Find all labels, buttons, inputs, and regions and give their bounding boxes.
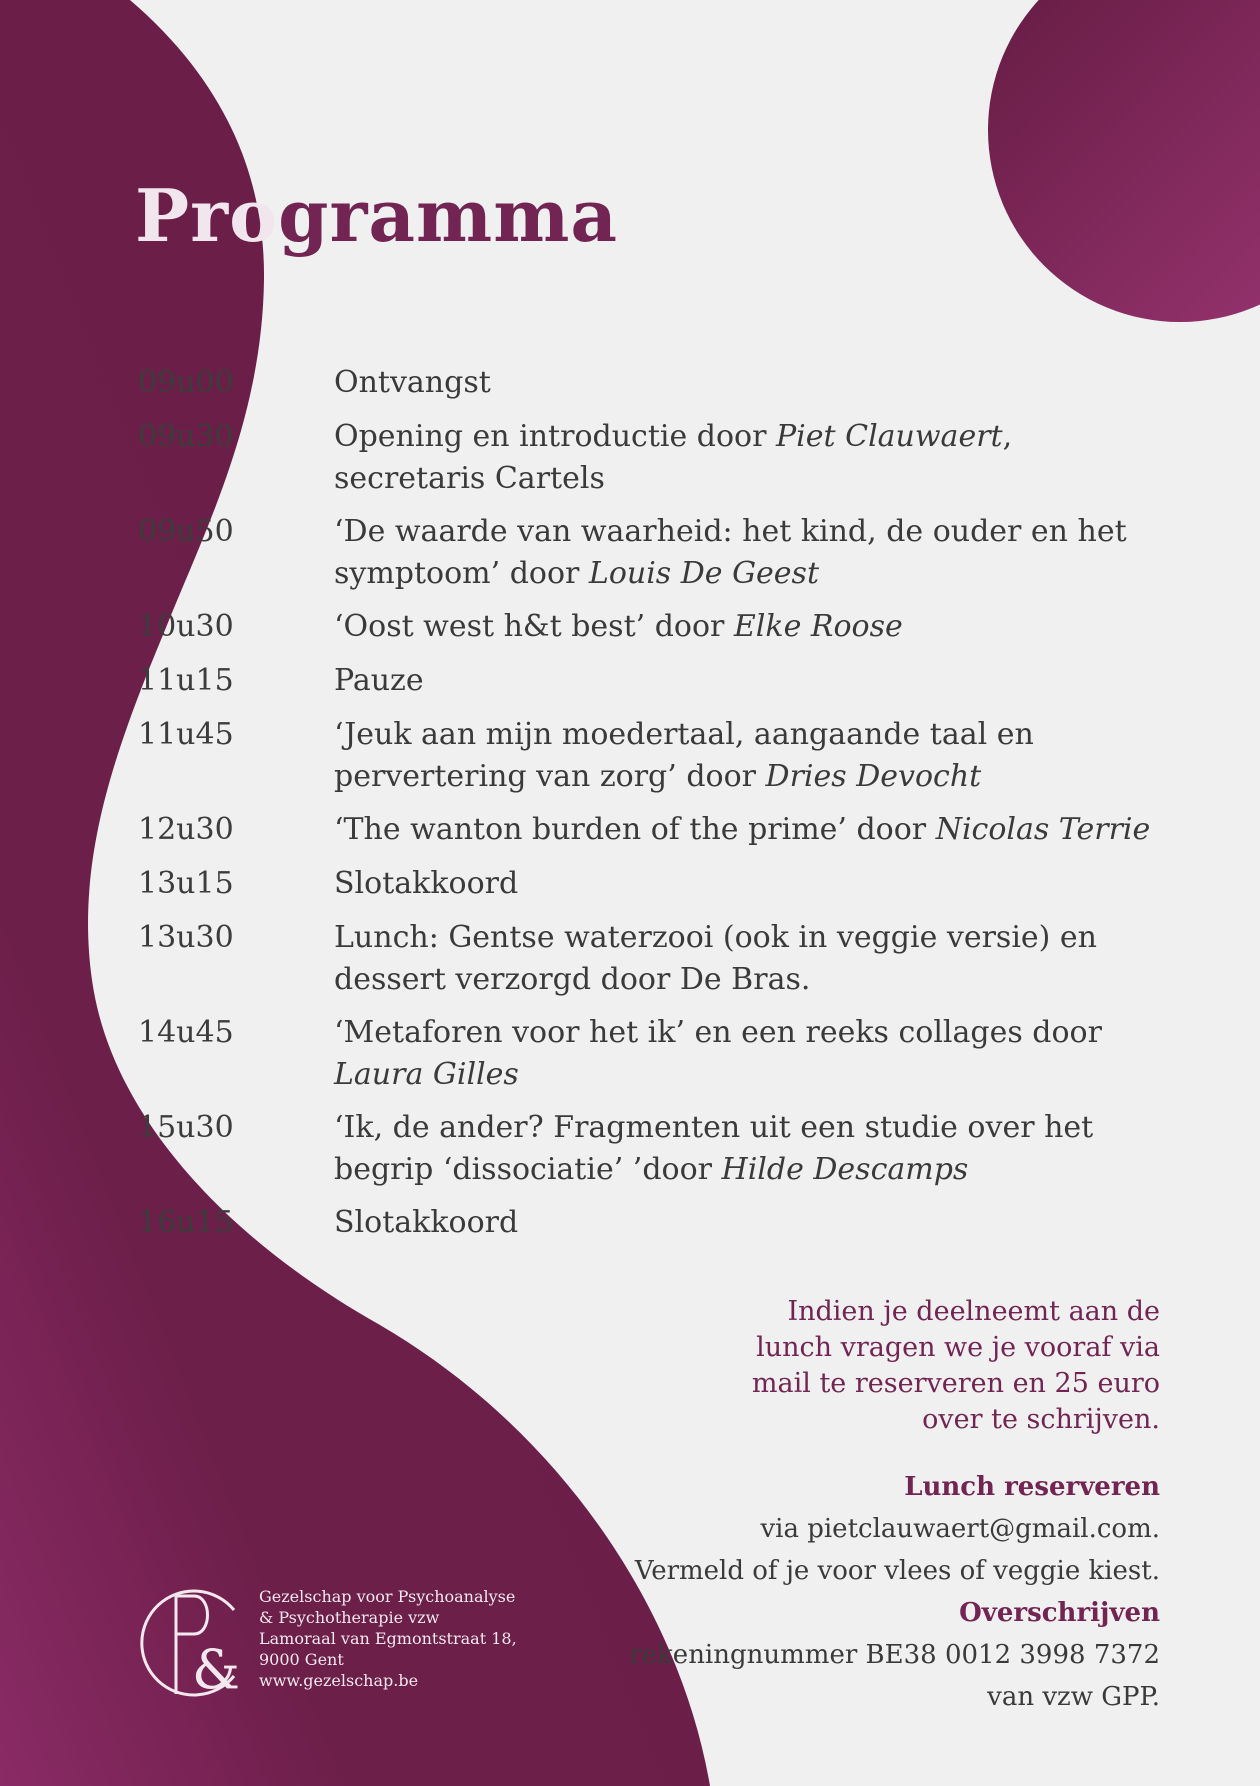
description-line (334, 553, 1184, 595)
organization-info (259, 1586, 517, 1691)
top-right-circle (988, 0, 1260, 322)
schedule-description (334, 606, 1184, 648)
schedule-time: 13u15 (138, 866, 234, 901)
description-line (334, 959, 1184, 1001)
transfer-heading: Overschrijven (959, 1598, 1160, 1628)
description-text: ‘Metaforen voor het ik’ en een reeks collages door (334, 1015, 1102, 1050)
schedule-description (334, 511, 1184, 595)
description-text: ‘De waarde van waarheid: het kind, de ouder en het (334, 514, 1127, 549)
speaker-name: Laura Gilles (334, 1057, 519, 1092)
description-text: secretaris Cartels (334, 461, 605, 496)
description-line (334, 1012, 1184, 1054)
description-text: Slotakkoord (334, 866, 519, 901)
schedule-time: 14u45 (138, 1015, 234, 1050)
transfer-account: rekeningnummer BE38 0012 3998 7372 (629, 1640, 1160, 1670)
description-line (334, 1149, 1184, 1191)
description-line (334, 606, 1184, 648)
schedule-description (334, 660, 1184, 702)
description-text: ‘Oost west h&t best’ door (334, 609, 734, 644)
reserve-email[interactable]: via pietclauwaert@gmail.com. (760, 1514, 1160, 1544)
description-line (334, 362, 1184, 404)
description-line (334, 756, 1184, 798)
reserve-choice: Vermeld of je voor vlees of veggie kiest. (634, 1556, 1160, 1586)
schedule-time: 15u30 (138, 1110, 234, 1145)
speaker-name: Louis De Geest (588, 556, 820, 591)
description-line (334, 1202, 1184, 1244)
speaker-name: Dries Devocht (765, 759, 982, 794)
speaker-name: Nicolas Terrie (935, 812, 1151, 847)
schedule-time: 11u15 (138, 663, 234, 698)
page-title: Programma (135, 173, 619, 258)
schedule-time: 10u30 (138, 609, 234, 644)
reservation-section (629, 1466, 1160, 1718)
schedule-time: 16u15 (138, 1205, 234, 1240)
schedule-description (334, 1012, 1184, 1096)
description-text: , (1002, 419, 1013, 454)
schedule-time: 11u45 (138, 717, 234, 752)
schedule-description (334, 416, 1184, 500)
description-text: pervertering van zorg’ door (334, 759, 766, 794)
description-text: Pauze (334, 663, 424, 698)
speaker-name: Piet Clauwaert (776, 419, 1003, 454)
org-line: 9000 Gent (259, 1650, 344, 1669)
svg-text:&: & (192, 1638, 241, 1701)
schedule-description (334, 1202, 1184, 1244)
description-text: ‘The wanton burden of the prime’ door (334, 812, 936, 847)
org-line: Lamoraal van Egmontstraat 18, (259, 1629, 517, 1648)
description-text: ‘Ik, de ander? Fragmenten uit een studie over het (334, 1110, 1094, 1145)
schedule-time: 12u30 (138, 812, 234, 847)
schedule-description (334, 362, 1184, 404)
lunch-note-line: over te schrijven. (922, 1404, 1160, 1435)
schedule-description (334, 1107, 1184, 1191)
schedule-time: 09u00 (138, 365, 234, 400)
org-line: Gezelschap voor Psychoanalyse (259, 1587, 516, 1606)
description-line (334, 416, 1184, 458)
lunch-note-line: mail te reserveren en 25 euro (751, 1368, 1160, 1399)
org-line: & Psychotherapie vzw (259, 1608, 440, 1627)
gp-monogram-logo (138, 1576, 246, 1710)
description-text: dessert verzorgd door De Bras. (334, 962, 811, 997)
description-text: Slotakkoord (334, 1205, 519, 1240)
schedule-time: 09u50 (138, 514, 234, 549)
description-text: Opening en introductie door (334, 419, 776, 454)
description-line (334, 660, 1184, 702)
schedule-time: 13u30 (138, 920, 234, 955)
schedule-description (334, 863, 1184, 905)
lunch-note-line: Indien je deelneemt aan de (787, 1296, 1160, 1327)
description-text: begrip ‘dissociatie’ ’door (334, 1152, 722, 1187)
description-line (334, 809, 1184, 851)
description-line (334, 714, 1184, 756)
description-text: Ontvangst (334, 365, 491, 400)
schedule-description (334, 714, 1184, 798)
transfer-recipient: van vzw GPP. (987, 1682, 1160, 1712)
description-text: Lunch: Gentse waterzooi (ook in veggie versie) en (334, 920, 1097, 955)
description-text: ‘Jeuk aan mijn moedertaal, aangaande taal en (334, 717, 1034, 752)
speaker-name: Elke Roose (733, 609, 903, 644)
schedule-description (334, 809, 1184, 851)
description-line (334, 863, 1184, 905)
lunch-note (752, 1294, 1160, 1438)
speaker-name: Hilde Descamps (721, 1152, 969, 1187)
description-line (334, 917, 1184, 959)
reserve-heading: Lunch reserveren (904, 1472, 1160, 1502)
schedule-description (334, 917, 1184, 1001)
description-line (334, 1107, 1184, 1149)
lunch-note-line: lunch vragen we je vooraf via (756, 1332, 1160, 1363)
org-website[interactable]: www.gezelschap.be (259, 1671, 419, 1690)
description-line (334, 458, 1184, 500)
description-line (334, 1054, 1184, 1096)
description-line (334, 511, 1184, 553)
schedule-time: 09u30 (138, 419, 234, 454)
description-text: symptoom’ door (334, 556, 589, 591)
